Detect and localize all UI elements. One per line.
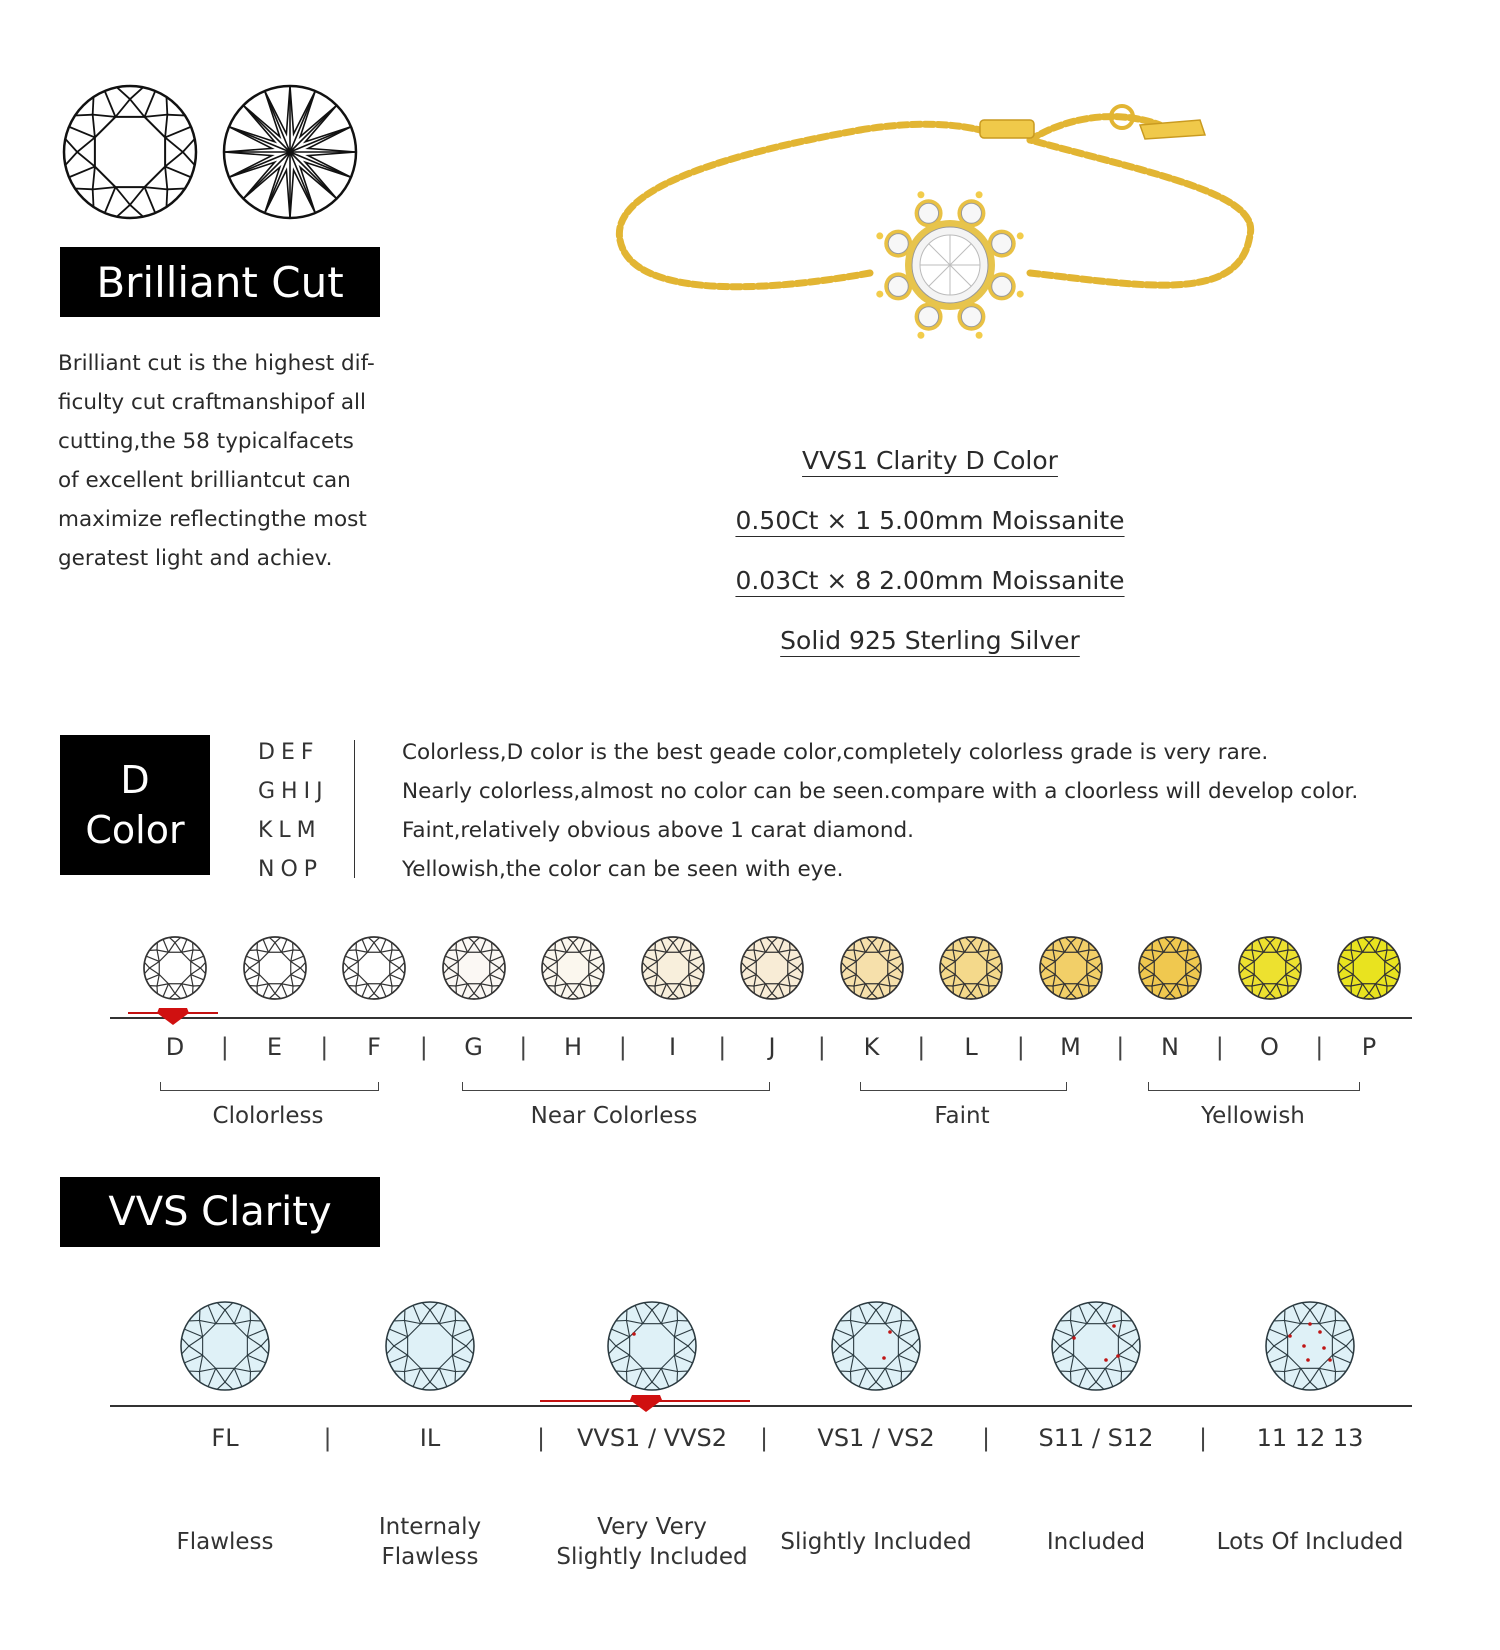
scale-separator: | <box>320 1033 329 1061</box>
scale-separator: | <box>981 1424 991 1452</box>
clarity-grade-label <box>1047 1527 1145 1557</box>
color-section-title <box>60 735 210 875</box>
group-label-faint: Faint <box>934 1103 990 1129</box>
color-gem-e-icon <box>242 935 308 1001</box>
scale-separator: | <box>536 1424 546 1452</box>
color-gem-n-icon <box>1137 935 1203 1001</box>
color-grade-descriptions <box>402 733 1358 889</box>
color-grade-letter: K <box>863 1033 880 1061</box>
grade-description: Yellowish,the color can be seen with eye. <box>402 857 844 882</box>
color-gem-o-icon <box>1237 935 1303 1001</box>
color-grade-letter: P <box>1361 1033 1377 1061</box>
grade-letters: DEF <box>258 740 320 765</box>
clarity-grade-code: IL <box>419 1424 441 1452</box>
color-selected-marker-icon <box>155 1006 191 1026</box>
group-label-colorless: Clolorless <box>212 1103 324 1129</box>
description-line: Brilliant cut is the highest dif- <box>58 351 375 376</box>
brilliant-cut-title: Brilliant Cut <box>60 247 380 317</box>
color-grade-letter: O <box>1260 1033 1279 1061</box>
clarity-grade-label <box>1217 1527 1404 1557</box>
clarity-label-line: Flawless <box>381 1544 479 1570</box>
color-scale-axis <box>110 1017 1412 1019</box>
clarity-grade-code: VVS1 / VVS2 <box>576 1424 728 1452</box>
scale-separator: | <box>759 1424 769 1452</box>
scale-separator: | <box>1116 1033 1125 1061</box>
clarity-label-line: Internaly <box>378 1514 482 1540</box>
color-grade-letters <box>258 733 329 889</box>
color-gem-k-icon <box>839 935 905 1001</box>
grade-description: Nearly colorless,almost no color can be seen.compare with a cloorless will develop color. <box>402 779 1359 804</box>
clarity-scale-axis <box>110 1405 1412 1407</box>
clarity-grade-label <box>379 1512 481 1572</box>
spec-line <box>620 626 1240 655</box>
color-grade-letter: G <box>464 1033 483 1061</box>
clarity-grade-label <box>176 1527 273 1557</box>
color-gem-f-icon <box>341 935 407 1001</box>
clarity-label-line: Flawless <box>176 1529 274 1555</box>
group-bracket-near-colorless <box>462 1082 770 1091</box>
grade-description: Colorless,D color is the best geade color,completely colorless grade is very rare. <box>402 740 1269 765</box>
spec-text: VVS1 Clarity D Color <box>802 446 1058 475</box>
clarity-gem-icon <box>1050 1300 1142 1392</box>
clarity-grade-label <box>556 1512 747 1572</box>
description-line: ficulty cut craftmanshipof all <box>58 390 366 415</box>
color-gem-p-icon <box>1336 935 1402 1001</box>
group-bracket-yellowish <box>1148 1082 1360 1091</box>
color-gem-j-icon <box>739 935 805 1001</box>
scale-separator: | <box>618 1033 627 1061</box>
clarity-grade-code: FL <box>211 1424 239 1452</box>
spec-line <box>620 446 1240 475</box>
grade-description: Faint,relatively obvious above 1 carat diamond. <box>402 818 914 843</box>
clarity-label-line: Lots Of Included <box>1216 1529 1404 1555</box>
color-grade-letter: N <box>1161 1033 1179 1061</box>
clarity-gem-icon <box>606 1300 698 1392</box>
color-grade-letter: L <box>964 1033 978 1061</box>
color-grade-letter: E <box>266 1033 283 1061</box>
color-grade-letter: D <box>165 1033 185 1061</box>
clarity-label-line: Included <box>1046 1529 1146 1555</box>
brilliant-cut-description <box>58 344 398 578</box>
scale-separator: | <box>1315 1033 1324 1061</box>
scale-separator: | <box>917 1033 926 1061</box>
color-grade-letter: J <box>768 1033 776 1061</box>
scale-separator: | <box>718 1033 727 1061</box>
scale-separator: | <box>1198 1424 1208 1452</box>
group-bracket-colorless <box>160 1082 379 1091</box>
grade-letters: NOP <box>258 857 324 882</box>
spec-line <box>620 506 1240 535</box>
grade-letters: GHIJ <box>258 779 329 804</box>
clarity-label-line: Slightly Included <box>780 1529 972 1555</box>
color-gem-i-icon <box>640 935 706 1001</box>
clarity-label-line: Slightly Included <box>556 1544 748 1570</box>
bracelet-product-image <box>600 95 1260 415</box>
clarity-gem-icon <box>830 1300 922 1392</box>
group-label-yellowish: Yellowish <box>1201 1103 1305 1129</box>
color-gem-g-icon <box>441 935 507 1001</box>
scale-separator: | <box>817 1033 826 1061</box>
color-grade-letter: I <box>668 1033 677 1061</box>
color-title-line2: Color <box>85 808 185 852</box>
clarity-grade-code: S11 / S12 <box>1038 1424 1154 1452</box>
clarity-grade-code: 11 12 13 <box>1256 1424 1364 1452</box>
clarity-gem-icon <box>1264 1300 1356 1392</box>
description-line: maximize reflectingthe most <box>58 507 367 532</box>
description-line: of excellent brilliantcut can <box>58 468 351 493</box>
spec-text: 0.03Ct × 8 2.00mm Moissanite <box>735 566 1125 595</box>
color-gem-m-icon <box>1038 935 1104 1001</box>
scale-separator: | <box>1016 1033 1025 1061</box>
color-grade-letter: F <box>367 1033 381 1061</box>
description-line: cutting,the 58 typicalfacets <box>58 429 354 454</box>
grade-divider <box>354 740 355 878</box>
clarity-section-title: VVS Clarity <box>60 1177 380 1247</box>
color-grade-letter: H <box>563 1033 583 1061</box>
brilliant-cut-crown-diagram <box>60 82 200 222</box>
grade-letters: KLM <box>258 818 322 843</box>
group-label-near-colorless: Near Colorless <box>530 1103 698 1129</box>
brilliant-cut-pavilion-diagram <box>220 82 360 222</box>
scale-separator: | <box>1215 1033 1224 1061</box>
clarity-label-line: Very Very <box>597 1514 707 1540</box>
scale-separator: | <box>220 1033 229 1061</box>
spec-text: 0.50Ct × 1 5.00mm Moissanite <box>735 506 1125 535</box>
clarity-grade-label <box>780 1527 971 1557</box>
description-line: geratest light and achiev. <box>58 546 333 571</box>
scale-separator: | <box>419 1033 428 1061</box>
scale-separator: | <box>323 1424 332 1452</box>
scale-separator: | <box>519 1033 528 1061</box>
clarity-grade-code: VS1 / VS2 <box>817 1424 935 1452</box>
clarity-gem-icon <box>179 1300 271 1392</box>
clarity-selected-marker-icon <box>628 1393 664 1413</box>
spec-line <box>620 566 1240 595</box>
color-title-line1: D <box>120 758 150 802</box>
spec-text: Solid 925 Sterling Silver <box>780 626 1080 655</box>
color-gem-l-icon <box>938 935 1004 1001</box>
group-bracket-faint <box>860 1082 1067 1091</box>
color-gem-h-icon <box>540 935 606 1001</box>
color-gem-d-icon <box>142 935 208 1001</box>
color-grade-letter: M <box>1060 1033 1081 1061</box>
clarity-gem-icon <box>384 1300 476 1392</box>
